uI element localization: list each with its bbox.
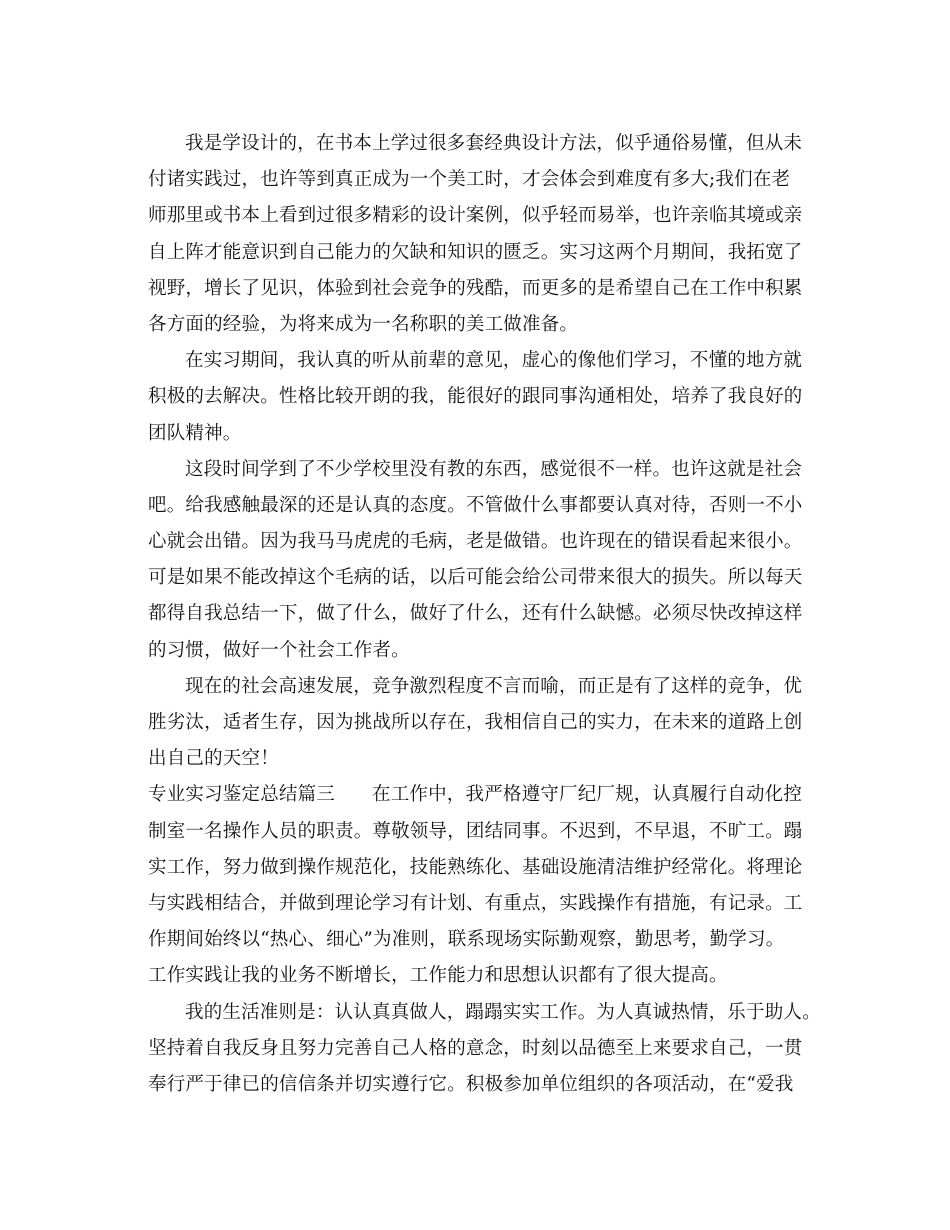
paragraph-line: 制室一名操作人员的职责。尊敬领导，团结同事。不迟到，不早退，不旷工。蹋 [148, 820, 803, 842]
paragraph-line: 吧。给我感触最深的还是认真的态度。不管做什么事都要认真对待，否则一不小 [148, 494, 803, 516]
paragraph-line: 出自己的天空！ [148, 748, 279, 770]
paragraph-line: 的习惯，做好一个社会工作者。 [148, 639, 410, 661]
paragraph-line: 这段时间学到了不少学校里没有教的东西，感觉很不一样。也许这就是社会 [185, 458, 803, 480]
paragraph-line: 我是学设计的，在书本上学过很多套经典设计方法，似乎通俗易懂，但从未 [185, 133, 803, 154]
paragraph-line: 坚持着自我反身且努力完善自己人格的意念，时刻以品德至上来要求自己，一贯 [148, 1037, 803, 1059]
paragraph-line: 实工作，努力做到操作规范化，技能熟练化、基础设施清洁维护经常化。将理论 [148, 856, 803, 878]
paragraph-line: 师那里或书本上看到过很多精彩的设计案例，似乎轻而易举，也许亲临其境或亲 [148, 205, 803, 227]
paragraph-line: 各方面的经验，为将来成为一名称职的美工做准备。 [148, 313, 579, 335]
section-heading-line [148, 777, 828, 813]
paragraph-line: 在工作中，我严格遵守厂纪厂规，认真履行自动化控 [372, 784, 803, 806]
paragraph-line: 我的生活准则是：认认真真做人，蹋蹋实实工作。为人真诚热情，乐于助人。 [185, 1001, 821, 1023]
paragraph-line: 视野，增长了见识，体验到社会竞争的残酷，而更多的是希望自己在工作中积累 [148, 277, 803, 299]
paragraph-line: 都得自我总结一下，做了什么，做好了什么，还有什么缺憾。必须尽快改掉这样 [148, 603, 803, 625]
paragraph-line: 自上阵才能意识到自己能力的欠缺和知识的匮乏。实习这两个月期间，我拓宽了 [148, 241, 803, 263]
paragraph-line: 付诸实践过，也许等到真正成为一个美工时，才会体会到难度有多大;我们在老 [148, 169, 791, 191]
paragraph-line: 心就会出错。因为我马马虎虎的毛病，老是做错。也许现在的错误看起来很小。 [148, 531, 803, 553]
paragraph-line: 团队精神。 [148, 422, 242, 444]
paragraph-line: 胜劣汰，适者生存，因为挑战所以存在，我相信自己的实力，在未来的道路上创 [148, 712, 803, 733]
paragraph-line: 作期间始终以“热心、细心”为准则，联系现场实际勤观察，勤思考，勤学习。 [148, 929, 785, 951]
paragraph-line: 积极的去解决。性格比较开朗的我，能很好的跟同事沟通相处，培养了我良好的 [148, 386, 803, 408]
paragraph-line: 可是如果不能改掉这个毛病的话，以后可能会给公司带来很大的损失。所以每天 [148, 567, 803, 589]
paragraph-line: 与实践相结合，并做到理论学习有计划、有重点，实践操作有措施，有记录。工 [148, 892, 803, 914]
paragraph-line: 工作实践让我的业务不断增长，工作能力和思想认识都有了很大提高。 [148, 965, 728, 987]
paragraph-line: 现在的社会高速发展，竞争激烈程度不言而喻，而正是有了这样的竞争，优 [185, 675, 803, 697]
paragraph-line: 在实习期间，我认真的听从前辈的意见，虚心的像他们学习，不懂的地方就 [185, 350, 803, 372]
section-heading: 专业实习鉴定总结篇三 [148, 784, 336, 806]
document-body [148, 126, 828, 1103]
paragraph-line: 奉行严于律已的信信条并切实遵行它。积极参加单位组织的各项活动，在“爱我 [148, 1073, 794, 1095]
